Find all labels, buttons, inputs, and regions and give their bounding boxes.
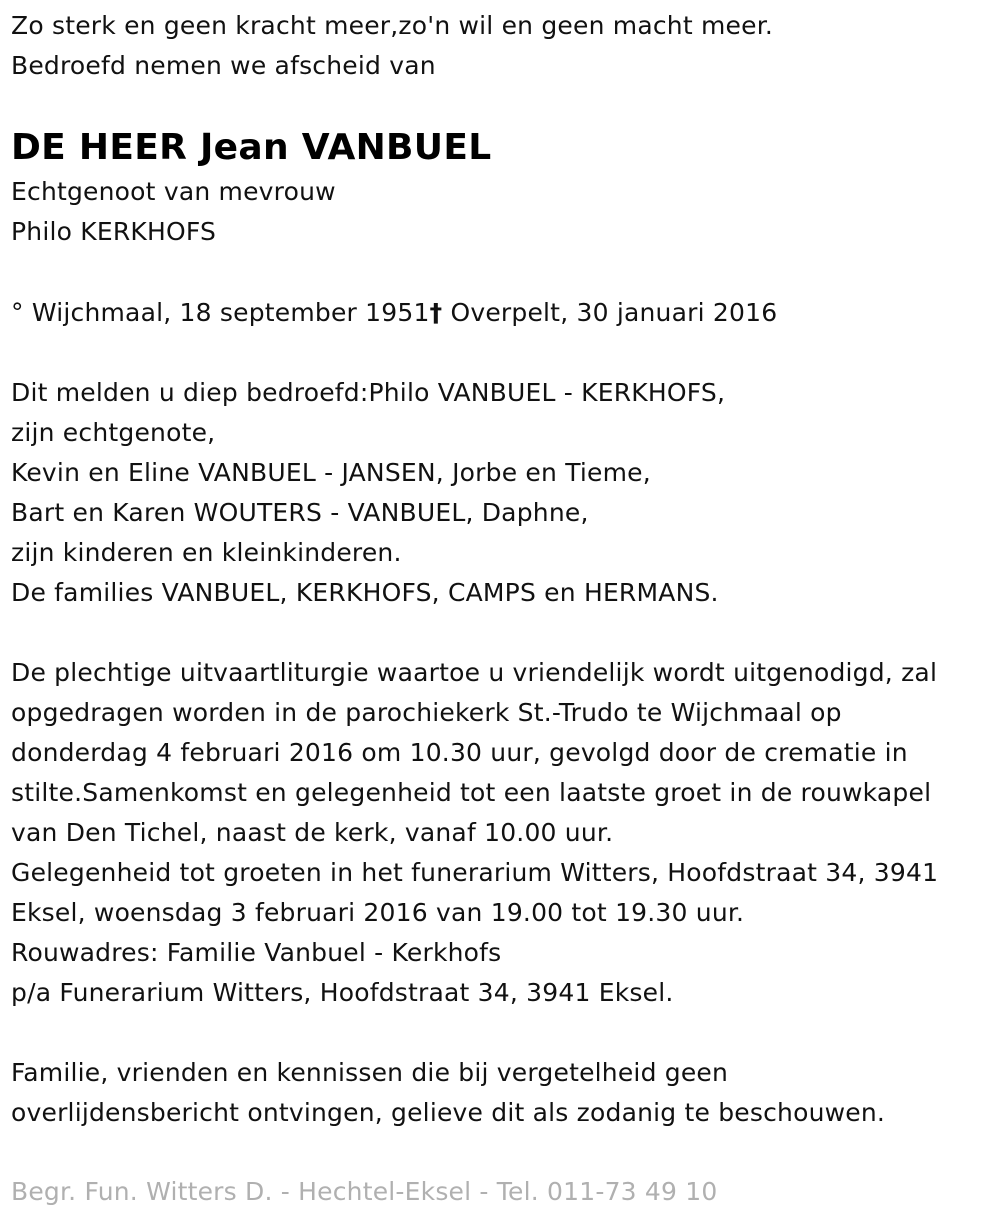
family-line: De families VANBUEL, KERKHOFS, CAMPS en HERMANS.: [11, 578, 719, 607]
service-line: donderdag 4 februari 2016 om 10.30 uur, gevolgd door de crematie in: [11, 738, 908, 767]
family-line: Kevin en Eline VANBUEL - JANSEN, Jorbe en Tieme,: [11, 458, 651, 487]
service-line: Rouwadres: Familie Vanbuel - Kerkhofs: [11, 938, 502, 967]
service-line: p/a Funerarium Witters, Hoofdstraat 34, 3941 Eksel.: [11, 978, 674, 1007]
intro-line: Bedroefd nemen we afscheid van: [11, 51, 436, 80]
service-line: opgedragen worden in de parochiekerk St.-Trudo te Wijchmaal op: [11, 698, 842, 727]
footer: [11, 1172, 718, 1212]
life-dates: [11, 293, 777, 333]
death-info: Overpelt, 30 januari 2016: [442, 298, 778, 327]
service-line: van Den Tichel, naast de kerk, vanaf 10.00 uur.: [11, 818, 614, 847]
notice-paragraph: [11, 1053, 885, 1133]
spouse-name: Philo KERKHOFS: [11, 217, 217, 246]
service-line: De plechtige uitvaartliturgie waartoe u vriendelijk wordt uitgenodigd, zal: [11, 658, 938, 687]
spouse-line: Echtgenoot van mevrouw: [11, 177, 336, 206]
family-announcement: [11, 373, 725, 613]
funeral-home-credit: Begr. Fun. Witters D. - Hechtel-Eksel - Tel. 011-73 49 10: [11, 1177, 718, 1206]
deceased-block: [11, 124, 491, 252]
service-line: stilte.Samenkomst en gelegenheid tot een laatste groet in de rouwkapel: [11, 778, 932, 807]
service-line: Eksel, woensdag 3 februari 2016 van 19.00 tot 19.30 uur.: [11, 898, 745, 927]
family-line: Bart en Karen WOUTERS - VANBUEL, Daphne,: [11, 498, 589, 527]
life-dates-line: [11, 293, 777, 333]
family-line: Dit melden u diep bedroefd:Philo VANBUEL - KERKHOFS,: [11, 378, 726, 407]
family-line: zijn kinderen en kleinkinderen.: [11, 538, 402, 567]
deceased-name: DE HEER Jean VANBUEL: [11, 127, 492, 168]
cross-icon: †: [429, 298, 443, 327]
intro-line: Zo sterk en geen kracht meer,zo'n wil en geen macht meer.: [11, 11, 774, 40]
service-line: Gelegenheid tot groeten in het funerarium Witters, Hoofdstraat 34, 3941: [11, 858, 939, 887]
intro-verse: [11, 6, 773, 86]
notice-line: overlijdensbericht ontvingen, gelieve dit als zodanig te beschouwen.: [11, 1098, 886, 1127]
funeral-service-details: [11, 653, 938, 1013]
notice-line: Familie, vrienden en kennissen die bij vergetelheid geen: [11, 1058, 729, 1087]
family-line: zijn echtgenote,: [11, 418, 216, 447]
birth-info: ° Wijchmaal, 18 september 1951: [11, 298, 430, 327]
